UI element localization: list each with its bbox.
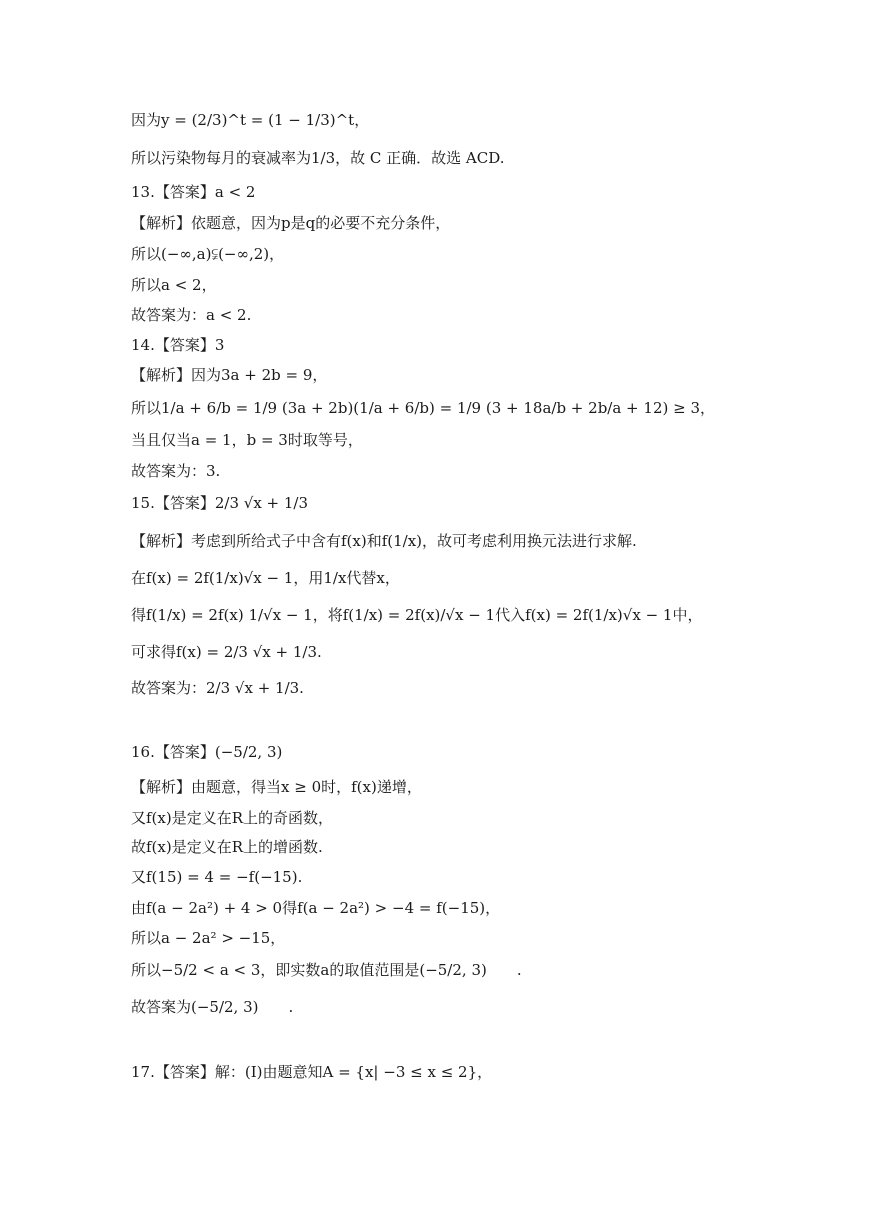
analysis-16-line-8: 故答案为(−5/2, 3) . (131, 998, 294, 1016)
analysis-16-line-6: 所以a − 2a² > −15， (131, 929, 286, 947)
analysis-15-line-5: 故答案为：2/3 √x + 1/3. (131, 679, 304, 697)
analysis-16-line-4: 又f(15) = 4 = −f(−15). (131, 868, 303, 886)
answer-13: 13.【答案】a < 2 (131, 183, 256, 201)
analysis-16-line-2: 又f(x)是定义在R上的奇函数， (131, 809, 334, 827)
analysis-16-line-7: 所以−5/2 < a < 3，即实数a的取值范围是(−5/2, 3) . (131, 961, 522, 979)
answer-16: 16.【答案】(−5/2, 3) (131, 743, 283, 761)
answer-17: 17.【答案】解：(Ⅰ)由题意知A = {x| −3 ≤ x ≤ 2}， (131, 1063, 493, 1081)
analysis-13-line-3: 所以a < 2， (131, 276, 217, 294)
analysis-14-line-1: 【解析】因为3a + 2b = 9， (131, 366, 328, 384)
analysis-16-line-3: 故f(x)是定义在R上的增函数. (131, 838, 323, 856)
text-line-2: 所以污染物每月的衰减率为1/3，故 C 正确．故选 ACD. (131, 149, 505, 167)
analysis-15-line-1: 【解析】考虑到所给式子中含有f(x)和f(1/x)，故可考虑利用换元法进行求解. (131, 532, 637, 550)
analysis-14-line-4: 故答案为：3. (131, 462, 221, 480)
analysis-16-line-1: 【解析】由题意，得当x ≥ 0时，f(x)递增， (131, 778, 422, 796)
answer-14: 14.【答案】3 (131, 336, 225, 354)
analysis-15-line-3: 得f(1/x) = 2f(x) 1/√x − 1，将f(1/x) = 2f(x)/√x − 1代入f(x) = 2f(1/x)√x − 1中， (131, 606, 703, 624)
analysis-13-line-2: 所以(−∞,a)⫋(−∞,2)， (131, 245, 285, 263)
analysis-15-line-2: 在f(x) = 2f(1/x)√x − 1，用1/x代替x， (131, 569, 400, 587)
analysis-14-line-3: 当且仅当a = 1，b = 3时取等号， (131, 431, 363, 449)
analysis-13-line-4: 故答案为：a < 2. (131, 306, 252, 324)
analysis-15-line-4: 可求得f(x) = 2/3 √x + 1/3. (131, 643, 322, 661)
text-line-1: 因为y = (2/3)^t = (1 − 1/3)^t， (131, 111, 370, 129)
analysis-13-line-1: 【解析】依题意，因为p是q的必要不充分条件， (131, 214, 451, 232)
answer-15: 15.【答案】2/3 √x + 1/3 (131, 494, 309, 512)
analysis-16-line-5: 由f(a − 2a²) + 4 > 0得f(a − 2a²) > −4 = f(−15)， (131, 899, 501, 917)
analysis-14-line-2: 所以1/a + 6/b = 1/9 (3a + 2b)(1/a + 6/b) = 1/9 (3 + 18a/b + 2b/a + 12) ≥ 3， (131, 399, 715, 417)
